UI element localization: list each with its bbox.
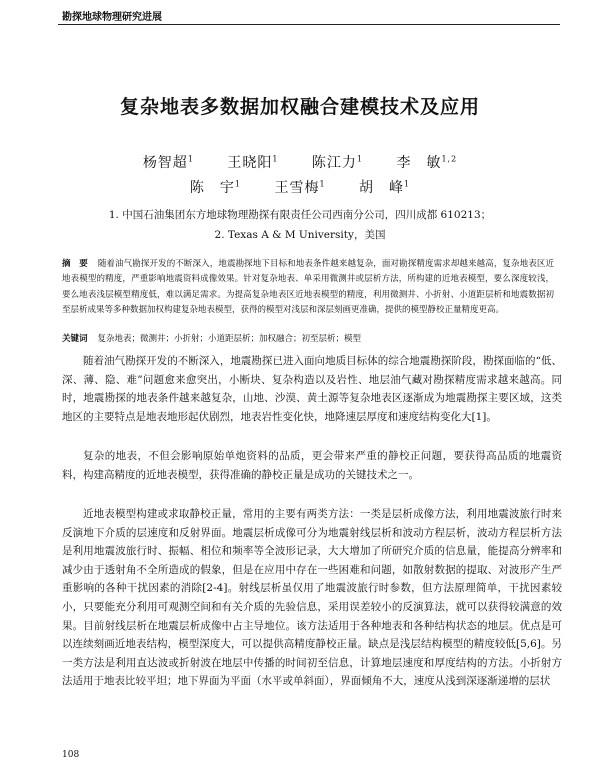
keywords [62,332,554,344]
author-name: 王雪梅 [274,180,320,196]
author [359,180,410,196]
author [190,180,241,196]
author [274,180,325,196]
author-affiliation-mark: 1 [187,154,194,164]
authors-line-2 [0,177,600,197]
journal-header: 勘探地球物理研究进展 [62,12,162,23]
body-paragraph-1: 随着油气勘探开发的不断深入，地震勘探已进入面向地质目标体的综合地震勘探阶段，勘探面临的“低、深、薄、隐、难”问题愈来愈突出，小断块、复杂构造以及岩性、地层油气藏对勘探精度需求越来越高。同时，地震勘探的地表条件越来越复杂，山地、沙漠、黄土源等复杂地表区逐渐成为地震勘探主要区域，这类地区的主要特点是地表地形起伏剧烈，地表岩性变化快，地降速层厚度和速度结构变化大[1]。 [62,355,562,423]
keywords-label: 关键词 [62,334,88,344]
abstract [62,257,554,319]
author-name: 李 敏 [396,155,442,171]
body-paragraph-3: 近地表模型构建或求取静校正量，常用的主要有两类方法：一类是层析成像方法，利用地震波旅行时来反演地下介质的层速度和反射界面。地震层析成像可分为地震射线层析和波动方程层析，波动方程层析方法是利用地震波旅行时、振幅、相位和频率等全波形记录，大大增加了所研究介质的信息量，能提高分辨率和减少由于透射角不全所造成的假象，但是在应用中存在一些困难和问题，如散射数据的提取、对波形产生严重影响的各种干扰因素的消除[2-4]。射线层析虽仅用了地震波旅行时参数，但方法原理简单，干扰因素较小，只要能充分利用可观测空间和有关介质的先验信息，采用误差较小的反演算法，就可以获得较满意的效果。目前射线层析在地震层析成像中占主导地位。该方法适用于各种地表和各种结构状态的地层。优点是可以连续刻画近地表结构，模型深度大，可以提供高精度静校正量。缺点是浅层结构模型的精度较低[5,6]。另一类方法是利用直达波或折射波在地层中传播的时间初至信息，计算地层速度和厚度结构的方法。小折射方法适用于地表比较平坦；地下界面为平面（水平或单斜面），界面倾角不大，速度从浅到深逐渐递增的层状 [62,508,562,688]
author-name: 陈 宇 [189,180,235,196]
page-number: 108 [62,750,80,760]
author-affiliation-mark: 1 [404,179,411,189]
authors-line-1 [0,152,600,172]
body-paragraph-2: 复杂的地表，不但会影响原始单炮资料的品质，更会带来严重的静校正问题，要获得高品质的地震资料，构建高精度的近地表模型，获得准确的静校正量是成功的关键技术之一。 [62,450,562,481]
author-name: 陈江力 [311,155,357,171]
author-name: 王晓阳 [227,155,273,171]
author [312,155,363,171]
keywords-text: 复杂地表；微测井；小折射；小道距层析；加权融合；初至层析；模型 [97,334,362,344]
author [143,155,194,171]
affiliation-1: 1. 中国石油集团东方地球物理勘探有限责任公司西南分公司，四川成都 610213； [108,209,492,221]
author-name: 胡 峰 [359,180,404,196]
author [396,155,457,171]
author-affiliation-mark: 1 [356,154,363,164]
header-rule [58,24,560,25]
author-name: 杨智超 [142,155,188,171]
author-affiliation-mark: 1 [272,154,279,164]
author-affiliation-mark: 1,2 [441,154,458,164]
paper-title: 复杂地表多数据加权融合建模技术及应用 [119,96,480,118]
author-affiliation-mark: 1 [319,179,326,189]
abstract-label: 摘 要 [62,259,88,269]
affiliation-2: 2. Texas A & M University，美国 [214,229,386,241]
author-affiliation-mark: 1 [234,179,241,189]
author [227,155,278,171]
abstract-text: 随着油气勘探开发的不断深入，地震勘探地下目标和地表条件越来越复杂，面对勘探精度需求却越来越高，复杂地表区近地表模型的精度，严重影响地震资料成像效果。针对复杂地表、单采用微测井或层析方法，所构建的近地表模型，要么深度较浅，要么地表浅层模型精度低，难以满足需求。为提高复杂地表区近地表模型的精度，利用微测井、小折射、小道距层析和地震数据初至层析成果等多种数据加权构建复杂地表模型，获得的模型对浅层和深层刻画更准确，提供的模型静校正量精度更高。 [62,259,554,316]
